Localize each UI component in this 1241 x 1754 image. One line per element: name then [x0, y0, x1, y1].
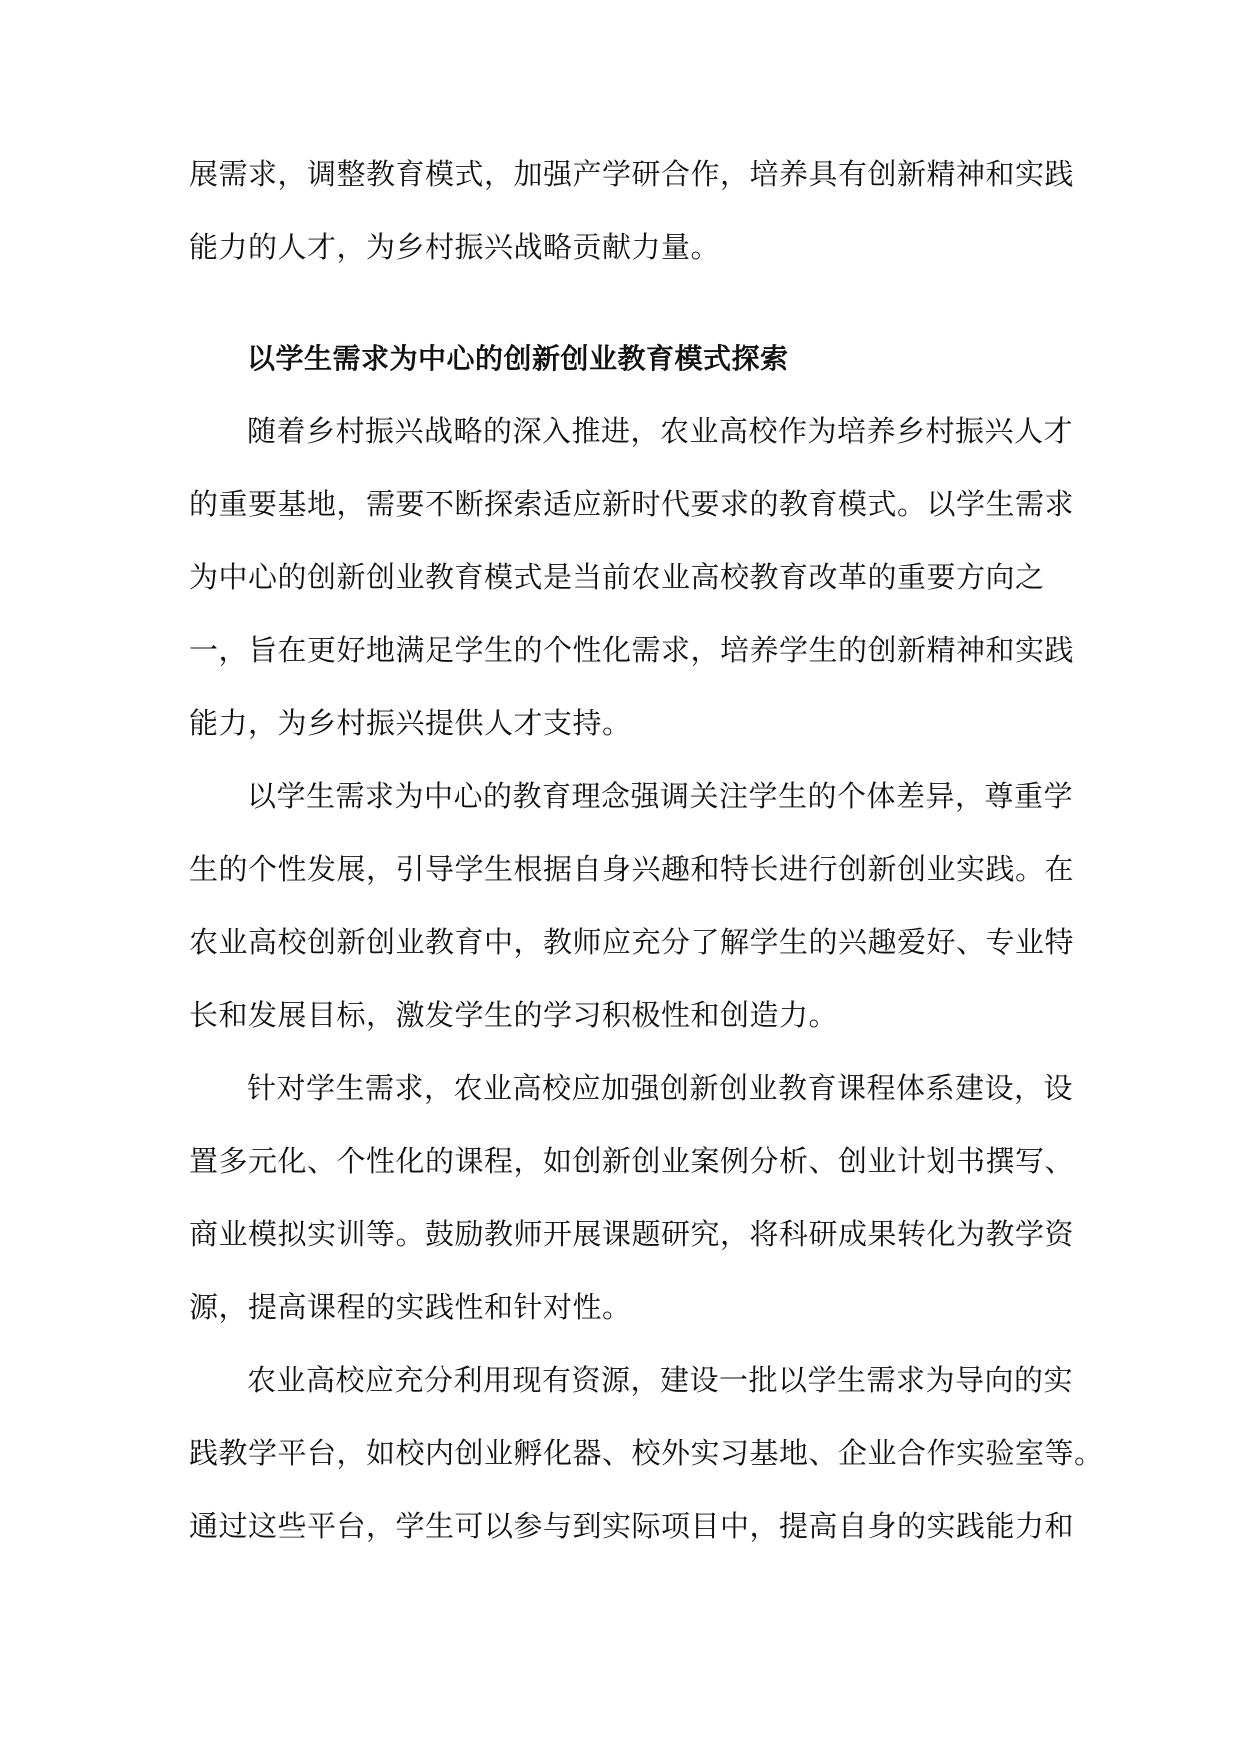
text-line: 置多元化、个性化的课程，如创新创业案例分析、创业计划书撰写、	[189, 1144, 1075, 1178]
text-line: 能力的人才，为乡村振兴战略贡献力量。	[189, 230, 721, 264]
text-line: 以学生需求为中心的教育理念强调关注学生的个体差异，尊重学	[247, 779, 1074, 813]
text-line: 长和发展目标，激发学生的学习积极性和创造力。	[189, 998, 839, 1032]
text-line: 农业高校创新创业教育中，教师应充分了解学生的兴趣爱好、专业特	[189, 925, 1075, 959]
text-line: 通过这些平台，学生可以参与到实际项目中，提高自身的实践能力和	[189, 1509, 1075, 1543]
text-line: 随着乡村振兴战略的深入推进，农业高校作为培养乡村振兴人才	[247, 414, 1074, 448]
body-text	[189, 138, 1104, 1563]
paragraph-1	[189, 395, 1075, 760]
text-line: 能力，为乡村振兴提供人才支持。	[189, 706, 632, 740]
section-heading: 以学生需求为中心的创新创业教育模式探索	[247, 342, 789, 375]
text-line: 针对学生需求，农业高校应加强创新创业教育课程体系建设，设	[247, 1071, 1074, 1105]
text-line: 农业高校应充分利用现有资源，建设一批以学生需求为导向的实	[247, 1363, 1074, 1397]
text-line: 的重要基地，需要不断探索适应新时代要求的教育模式。以学生需求	[189, 487, 1075, 521]
text-line: 商业模拟实训等。鼓励教师开展课题研究，将科研成果转化为教学资	[189, 1217, 1075, 1251]
text-line: 源，提高课程的实践性和针对性。	[189, 1290, 632, 1324]
text-line: 展需求，调整教育模式，加强产学研合作，培养具有创新精神和实践	[189, 157, 1075, 191]
text-line: 践教学平台，如校内创业孵化器、校外实习基地、企业合作实验室等。	[189, 1436, 1104, 1470]
paragraph-4	[189, 1344, 1104, 1563]
text-line: 生的个性发展，引导学生根据自身兴趣和特长进行创新创业实践。在	[189, 852, 1075, 886]
paragraph-3	[189, 1052, 1075, 1344]
paragraph-2	[189, 760, 1075, 1052]
intro-paragraph	[189, 138, 1075, 284]
text-line: 为中心的创新创业教育模式是当前农业高校教育改革的重要方向之	[189, 560, 1045, 594]
text-line: 一，旨在更好地满足学生的个性化需求，培养学生的创新精神和实践	[189, 633, 1075, 667]
